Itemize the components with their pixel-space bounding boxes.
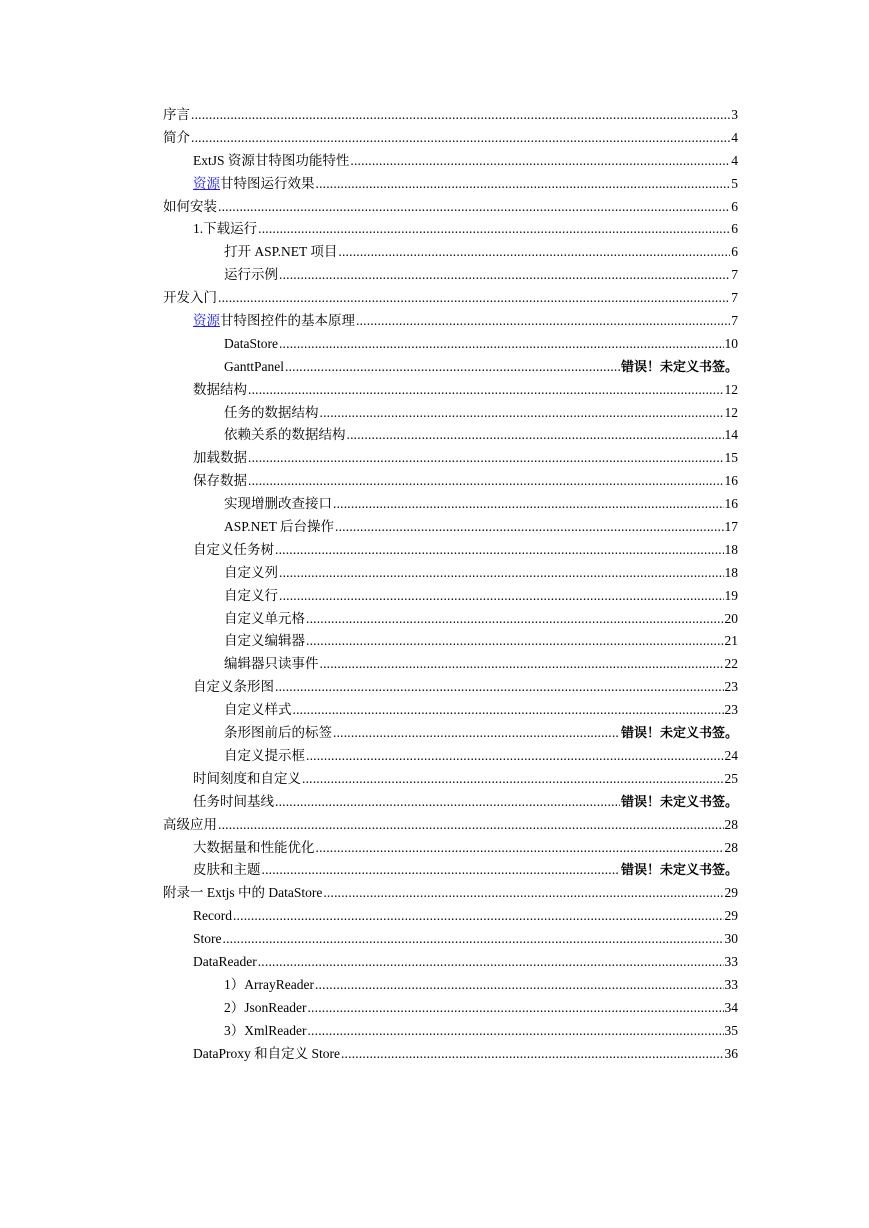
page-number: 16 xyxy=(724,496,738,512)
dot-leader xyxy=(316,837,724,860)
toc-entry-link[interactable]: 资源 xyxy=(193,313,220,329)
toc-entry-text: 依赖关系的数据结构 xyxy=(224,427,346,443)
toc-entry[interactable] xyxy=(163,630,738,653)
toc-entry-text: 数据结构 xyxy=(193,381,247,397)
toc-entry-title xyxy=(224,997,306,1020)
toc-entry-title xyxy=(193,837,315,860)
toc-entry-text: 简介 xyxy=(163,129,190,145)
page-number: 6 xyxy=(731,244,738,260)
dot-leader xyxy=(347,424,724,447)
page-number: 29 xyxy=(724,885,738,901)
toc-entry-text: 运行示例 xyxy=(224,267,278,283)
toc-entry-title xyxy=(163,104,190,127)
toc-entry-title xyxy=(224,585,278,608)
dot-leader xyxy=(275,539,724,562)
toc-entry-title xyxy=(193,951,257,974)
toc-entry-title xyxy=(193,905,232,928)
dot-leader xyxy=(191,127,730,150)
toc-entry[interactable] xyxy=(163,310,738,333)
page-number: 12 xyxy=(724,381,738,397)
page-number: 18 xyxy=(724,541,738,557)
toc-entry-text: GanttPanel xyxy=(224,358,284,374)
dot-leader xyxy=(316,173,731,196)
dot-leader xyxy=(233,905,724,928)
toc-entry-title xyxy=(163,882,322,905)
dot-leader xyxy=(341,1043,724,1066)
toc-entry-text: 序言 xyxy=(163,107,190,122)
toc-entry[interactable] xyxy=(163,470,738,493)
toc-entry-title xyxy=(224,264,278,287)
toc-entry-text: ASP.NET 后台操作 xyxy=(224,519,335,535)
toc-entry[interactable] xyxy=(163,516,738,539)
bookmark-error: 错误！未定义书签。 xyxy=(620,863,738,879)
bookmark-error: 错误！未定义书签。 xyxy=(620,794,738,810)
dot-leader xyxy=(335,516,723,539)
page-number: 28 xyxy=(724,839,738,855)
toc-entry-text: 甘特图控件的基本原理 xyxy=(220,313,355,329)
toc-entry-title xyxy=(163,127,190,150)
toc-entry[interactable] xyxy=(163,241,738,264)
dot-leader xyxy=(279,585,724,608)
toc-entry-title xyxy=(193,447,247,470)
toc-entry[interactable] xyxy=(163,173,738,196)
toc-entry-text: 编辑器只读事件 xyxy=(224,656,319,672)
dot-leader xyxy=(320,653,724,676)
page-number: 20 xyxy=(724,610,738,626)
dot-leader xyxy=(258,218,730,241)
page-number: 7 xyxy=(731,313,738,329)
page-number: 30 xyxy=(724,931,738,947)
toc-entry[interactable] xyxy=(163,745,738,768)
page-number: 18 xyxy=(724,564,738,580)
dot-leader xyxy=(218,196,730,219)
table-of-contents xyxy=(163,104,738,1065)
toc-entry[interactable] xyxy=(163,104,738,127)
toc-entry-text: 自定义行 xyxy=(224,587,278,603)
toc-entry-text: 保存数据 xyxy=(193,473,247,489)
page-number: 6 xyxy=(731,221,738,237)
dot-leader xyxy=(323,882,723,905)
toc-entry[interactable] xyxy=(163,768,738,791)
page-number: 28 xyxy=(724,816,738,832)
toc-entry[interactable] xyxy=(163,150,738,173)
toc-entry[interactable] xyxy=(163,928,738,951)
page-number: 16 xyxy=(724,473,738,489)
page-number: 23 xyxy=(724,679,738,695)
toc-entry[interactable] xyxy=(163,722,738,745)
page-number: 21 xyxy=(724,633,738,649)
toc-entry-text: 附录一 Extjs 中的 DataStore xyxy=(163,885,323,901)
toc-entry[interactable] xyxy=(163,447,738,470)
toc-entry-title xyxy=(193,173,315,196)
toc-entry-text: 开发入门 xyxy=(163,290,217,306)
toc-entry-title xyxy=(193,310,355,333)
toc-entry-text: 自定义编辑器 xyxy=(224,633,305,649)
dot-leader xyxy=(279,264,730,287)
page-number: 12 xyxy=(724,404,738,420)
toc-entry[interactable] xyxy=(163,127,738,150)
dot-leader xyxy=(306,745,724,768)
toc-entry-title xyxy=(224,356,284,379)
toc-entry-title xyxy=(224,630,305,653)
toc-entry[interactable] xyxy=(163,814,738,837)
toc-entry-title xyxy=(193,218,257,241)
toc-entry-title xyxy=(163,814,217,837)
toc-entry[interactable] xyxy=(163,287,738,310)
page-number: 10 xyxy=(724,335,738,351)
toc-entry[interactable] xyxy=(163,837,738,860)
toc-entry[interactable] xyxy=(163,539,738,562)
bookmark-error: 错误！未定义书签。 xyxy=(620,359,738,375)
toc-entry[interactable] xyxy=(163,974,738,997)
toc-entry[interactable] xyxy=(163,951,738,974)
toc-entry-text: 皮肤和主题 xyxy=(193,862,261,878)
toc-entry-title xyxy=(224,493,332,516)
toc-entry-text: 自定义提示框 xyxy=(224,747,305,763)
dot-leader xyxy=(333,722,620,745)
toc-entry-title xyxy=(193,150,349,173)
page-number: 34 xyxy=(724,999,738,1015)
dot-leader xyxy=(285,356,620,379)
toc-entry-text: 自定义样式 xyxy=(224,702,292,718)
toc-entry[interactable] xyxy=(163,676,738,699)
page-number: 7 xyxy=(731,267,738,283)
toc-entry-text: 自定义任务树 xyxy=(193,541,274,557)
dot-leader xyxy=(315,974,724,997)
page-number: 4 xyxy=(731,129,738,145)
toc-entry-title xyxy=(224,608,305,631)
toc-entry-text: 1）ArrayReader xyxy=(224,976,314,992)
toc-entry[interactable] xyxy=(163,905,738,928)
toc-entry-text: 实现增删改查接口 xyxy=(224,496,332,512)
toc-entry-text: 时间刻度和自定义 xyxy=(193,770,301,786)
toc-entry-text: Store xyxy=(193,931,222,947)
page-number: 25 xyxy=(724,770,738,786)
toc-entry-text: 3）XmlReader xyxy=(224,1022,307,1038)
page-number: 14 xyxy=(724,427,738,443)
toc-entry-title xyxy=(193,539,274,562)
dot-leader xyxy=(306,630,724,653)
page-number: 24 xyxy=(724,747,738,763)
page-number: 7 xyxy=(731,290,738,306)
dot-leader xyxy=(350,150,730,173)
page-number: 4 xyxy=(731,152,738,168)
page-number: 29 xyxy=(724,908,738,924)
toc-entry-title xyxy=(193,379,247,402)
toc-entry[interactable] xyxy=(163,608,738,631)
page-number: 33 xyxy=(724,953,738,969)
dot-leader xyxy=(218,814,724,837)
toc-entry-title xyxy=(193,928,222,951)
toc-entry-text: DataStore xyxy=(224,335,278,351)
dot-leader xyxy=(275,676,724,699)
page-number: 3 xyxy=(731,107,738,122)
toc-entry-title xyxy=(224,516,334,539)
page-number: 5 xyxy=(731,175,738,191)
dot-leader xyxy=(307,997,723,1020)
toc-entry-text: DataProxy 和自定义 Store xyxy=(193,1045,340,1061)
toc-entry-text: 高级应用 xyxy=(163,816,217,832)
dot-leader xyxy=(338,241,730,264)
dot-leader xyxy=(248,470,724,493)
toc-entry-text: 自定义列 xyxy=(224,564,278,580)
toc-entry-title xyxy=(193,1043,340,1066)
toc-entry-text: 条形图前后的标签 xyxy=(224,725,332,741)
page-number: 22 xyxy=(724,656,738,672)
toc-entry-title xyxy=(224,745,305,768)
toc-entry-link[interactable]: 资源 xyxy=(193,175,220,191)
page-number: 35 xyxy=(724,1022,738,1038)
toc-entry-title xyxy=(224,974,314,997)
toc-entry[interactable] xyxy=(163,218,738,241)
toc-entry[interactable] xyxy=(163,424,738,447)
toc-entry[interactable] xyxy=(163,585,738,608)
toc-entry-title xyxy=(224,402,319,425)
toc-entry[interactable] xyxy=(163,356,738,379)
dot-leader xyxy=(279,333,724,356)
toc-entry-text: 大数据量和性能优化 xyxy=(193,839,315,855)
page-number: 19 xyxy=(724,587,738,603)
toc-entry-text: 1.下载运行 xyxy=(193,221,258,237)
dot-leader xyxy=(293,699,724,722)
toc-entry-text: 如何安装 xyxy=(163,198,217,214)
toc-entry-text: 自定义条形图 xyxy=(193,679,274,695)
toc-entry[interactable] xyxy=(163,997,738,1020)
toc-entry-title xyxy=(224,333,278,356)
dot-leader xyxy=(307,1020,723,1043)
dot-leader xyxy=(223,928,724,951)
toc-entry-text: 自定义单元格 xyxy=(224,610,305,626)
bookmark-error: 错误！未定义书签。 xyxy=(620,726,738,742)
toc-entry-title xyxy=(224,241,337,264)
toc-entry-title xyxy=(224,722,332,745)
dot-leader xyxy=(279,562,724,585)
toc-entry[interactable] xyxy=(163,653,738,676)
toc-entry-title xyxy=(224,562,278,585)
toc-entry[interactable] xyxy=(163,882,738,905)
toc-entry[interactable] xyxy=(163,859,738,882)
toc-entry-title xyxy=(193,791,274,814)
dot-leader xyxy=(302,768,724,791)
dot-leader xyxy=(262,859,620,882)
page-number: 17 xyxy=(724,519,738,535)
toc-entry-text: 甘特图运行效果 xyxy=(220,175,315,191)
toc-entry-title xyxy=(163,287,217,310)
toc-entry-text: 任务的数据结构 xyxy=(224,404,319,420)
toc-entry[interactable] xyxy=(163,264,738,287)
toc-entry-title xyxy=(224,1020,306,1043)
dot-leader xyxy=(258,951,724,974)
toc-entry[interactable] xyxy=(163,562,738,585)
toc-entry[interactable] xyxy=(163,1043,738,1066)
toc-entry[interactable] xyxy=(163,379,738,402)
toc-entry[interactable] xyxy=(163,1020,738,1043)
toc-entry[interactable] xyxy=(163,493,738,516)
toc-entry-text: 2）JsonReader xyxy=(224,999,307,1015)
toc-entry-text: DataReader xyxy=(193,953,257,969)
dot-leader xyxy=(356,310,730,333)
toc-entry[interactable] xyxy=(163,791,738,814)
dot-leader xyxy=(248,447,724,470)
dot-leader xyxy=(248,379,724,402)
toc-entry-title xyxy=(163,196,217,219)
page-number: 15 xyxy=(724,450,738,466)
dot-leader xyxy=(218,287,730,310)
toc-entry-title xyxy=(193,470,247,493)
dot-leader xyxy=(306,608,724,631)
dot-leader xyxy=(320,402,724,425)
dot-leader xyxy=(191,104,730,127)
dot-leader xyxy=(333,493,724,516)
toc-entry-title xyxy=(193,768,301,791)
toc-entry[interactable] xyxy=(163,333,738,356)
toc-entry-text: ExtJS 资源甘特图功能特性 xyxy=(193,152,350,168)
toc-entry-text: 打开 ASP.NET 项目 xyxy=(224,244,338,260)
toc-entry-title xyxy=(224,699,292,722)
page-number: 33 xyxy=(724,976,738,992)
page-number: 36 xyxy=(724,1045,738,1061)
toc-entry-title xyxy=(224,424,346,447)
toc-entry[interactable] xyxy=(163,402,738,425)
toc-entry-title xyxy=(193,859,261,882)
page-number: 23 xyxy=(724,702,738,718)
toc-entry[interactable] xyxy=(163,196,738,219)
toc-entry-text: 任务时间基线 xyxy=(193,793,274,809)
toc-entry-text: Record xyxy=(193,908,232,924)
dot-leader xyxy=(275,791,620,814)
toc-entry-text: 加载数据 xyxy=(193,450,247,466)
toc-entry[interactable] xyxy=(163,699,738,722)
page-number: 6 xyxy=(731,198,738,214)
toc-entry-title xyxy=(224,653,319,676)
toc-entry-title xyxy=(193,676,274,699)
